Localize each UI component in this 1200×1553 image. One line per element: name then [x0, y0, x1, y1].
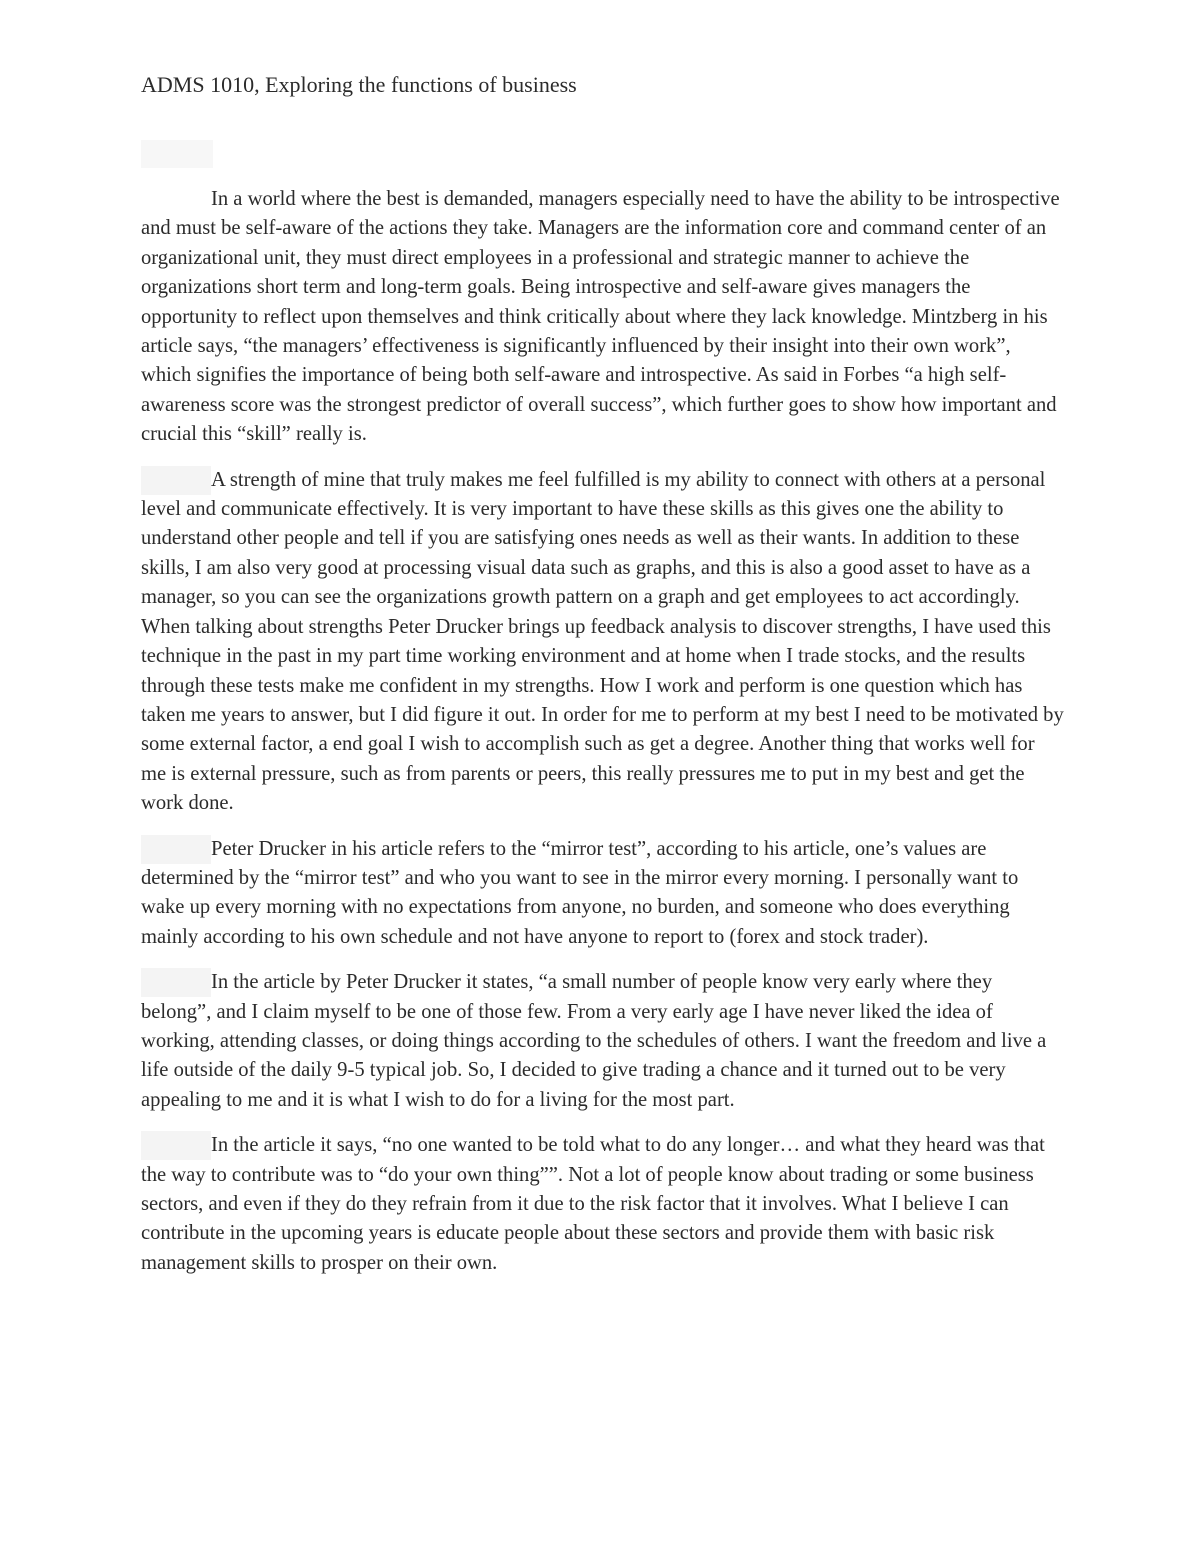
document-body: [141, 185, 1064, 1294]
paragraph-strengths: A strength of mine that truly makes me feel fulfilled is my ability to connect with others at a personal level and communicate effectively. It is very important to have these skills as this gives one the ability to understand other people and tell if you are satisfying ones needs as well as their wants. In addition to these skills, I am also very good at processing visual data such as graphs, and this is also a good asset to have as a manager, so you can see the organizations growth pattern on a graph and get employees to act accordingly. When talking about strengths Peter Drucker brings up feedback analysis to discover strengths, I have used this technique in the past in my part time working environment and at home when I trade stocks, and the results through these tests make me confident in my strengths. How I work and perform is one question which has taken me years to answer, but I did figure it out. In order for me to perform at my best I need to be motivated by some external factor, a end goal I wish to accomplish such as get a degree. Another thing that works well for me is external pressure, such as from parents or peers, this really pressures me to put in my best and get the work done.: [141, 466, 1064, 819]
redacted-block: [141, 140, 213, 168]
paragraph-contribution: In the article it says, “no one wanted to be told what to do any longer… and what they heard was that the way to contribute was to “do your own thing””. Not a lot of people know about trading or some business sectors, and even if they do they refrain from it due to the risk factor that it involves. What I believe I can contribute in the upcoming years is educate people about these sectors and provide them with basic risk management skills to prosper on their own.: [141, 1131, 1064, 1278]
paragraph-introspection: In a world where the best is demanded, managers especially need to have the ability to be introspective and must be self-aware of the actions they take. Managers are the information core and command center of an organizational unit, they must direct employees in a professional and strategic manner to achieve the organizations short term and long-term goals. Being introspective and self-aware gives managers the opportunity to reflect upon themselves and think critically about where they lack knowledge. Mintzberg in his article says, “the managers’ effectiveness is significantly influenced by their insight into their own work”, which signifies the importance of being both self-aware and introspective. As said in Forbes “a high self-awareness score was the strongest predictor of overall success”, which further goes to show how important and crucial this “skill” really is.: [141, 188, 1060, 446]
paragraph-mirror-test: Peter Drucker in his article refers to the “mirror test”, according to his article, one’s values are determined by the “mirror test” and who you want to see in the mirror every morning. I personally want to wake up every morning with no expectations from anyone, no burden, and someone who does everything mainly according to his own schedule and not have anyone to report to (forex and stock trader).: [141, 835, 1064, 953]
document-header: ADMS 1010, Exploring the functions of business: [141, 72, 577, 97]
paragraph-belonging: In the article by Peter Drucker it states, “a small number of people know very early where they belong”, and I claim myself to be one of those few. From a very early age I have never liked the idea of working, attending classes, or doing things according to the schedules of others. I want the freedom and live a life outside of the daily 9-5 typical job. So, I decided to give trading a chance and it turned out to be very appealing to me and it is what I wish to do for a living for the most part.: [141, 968, 1064, 1115]
